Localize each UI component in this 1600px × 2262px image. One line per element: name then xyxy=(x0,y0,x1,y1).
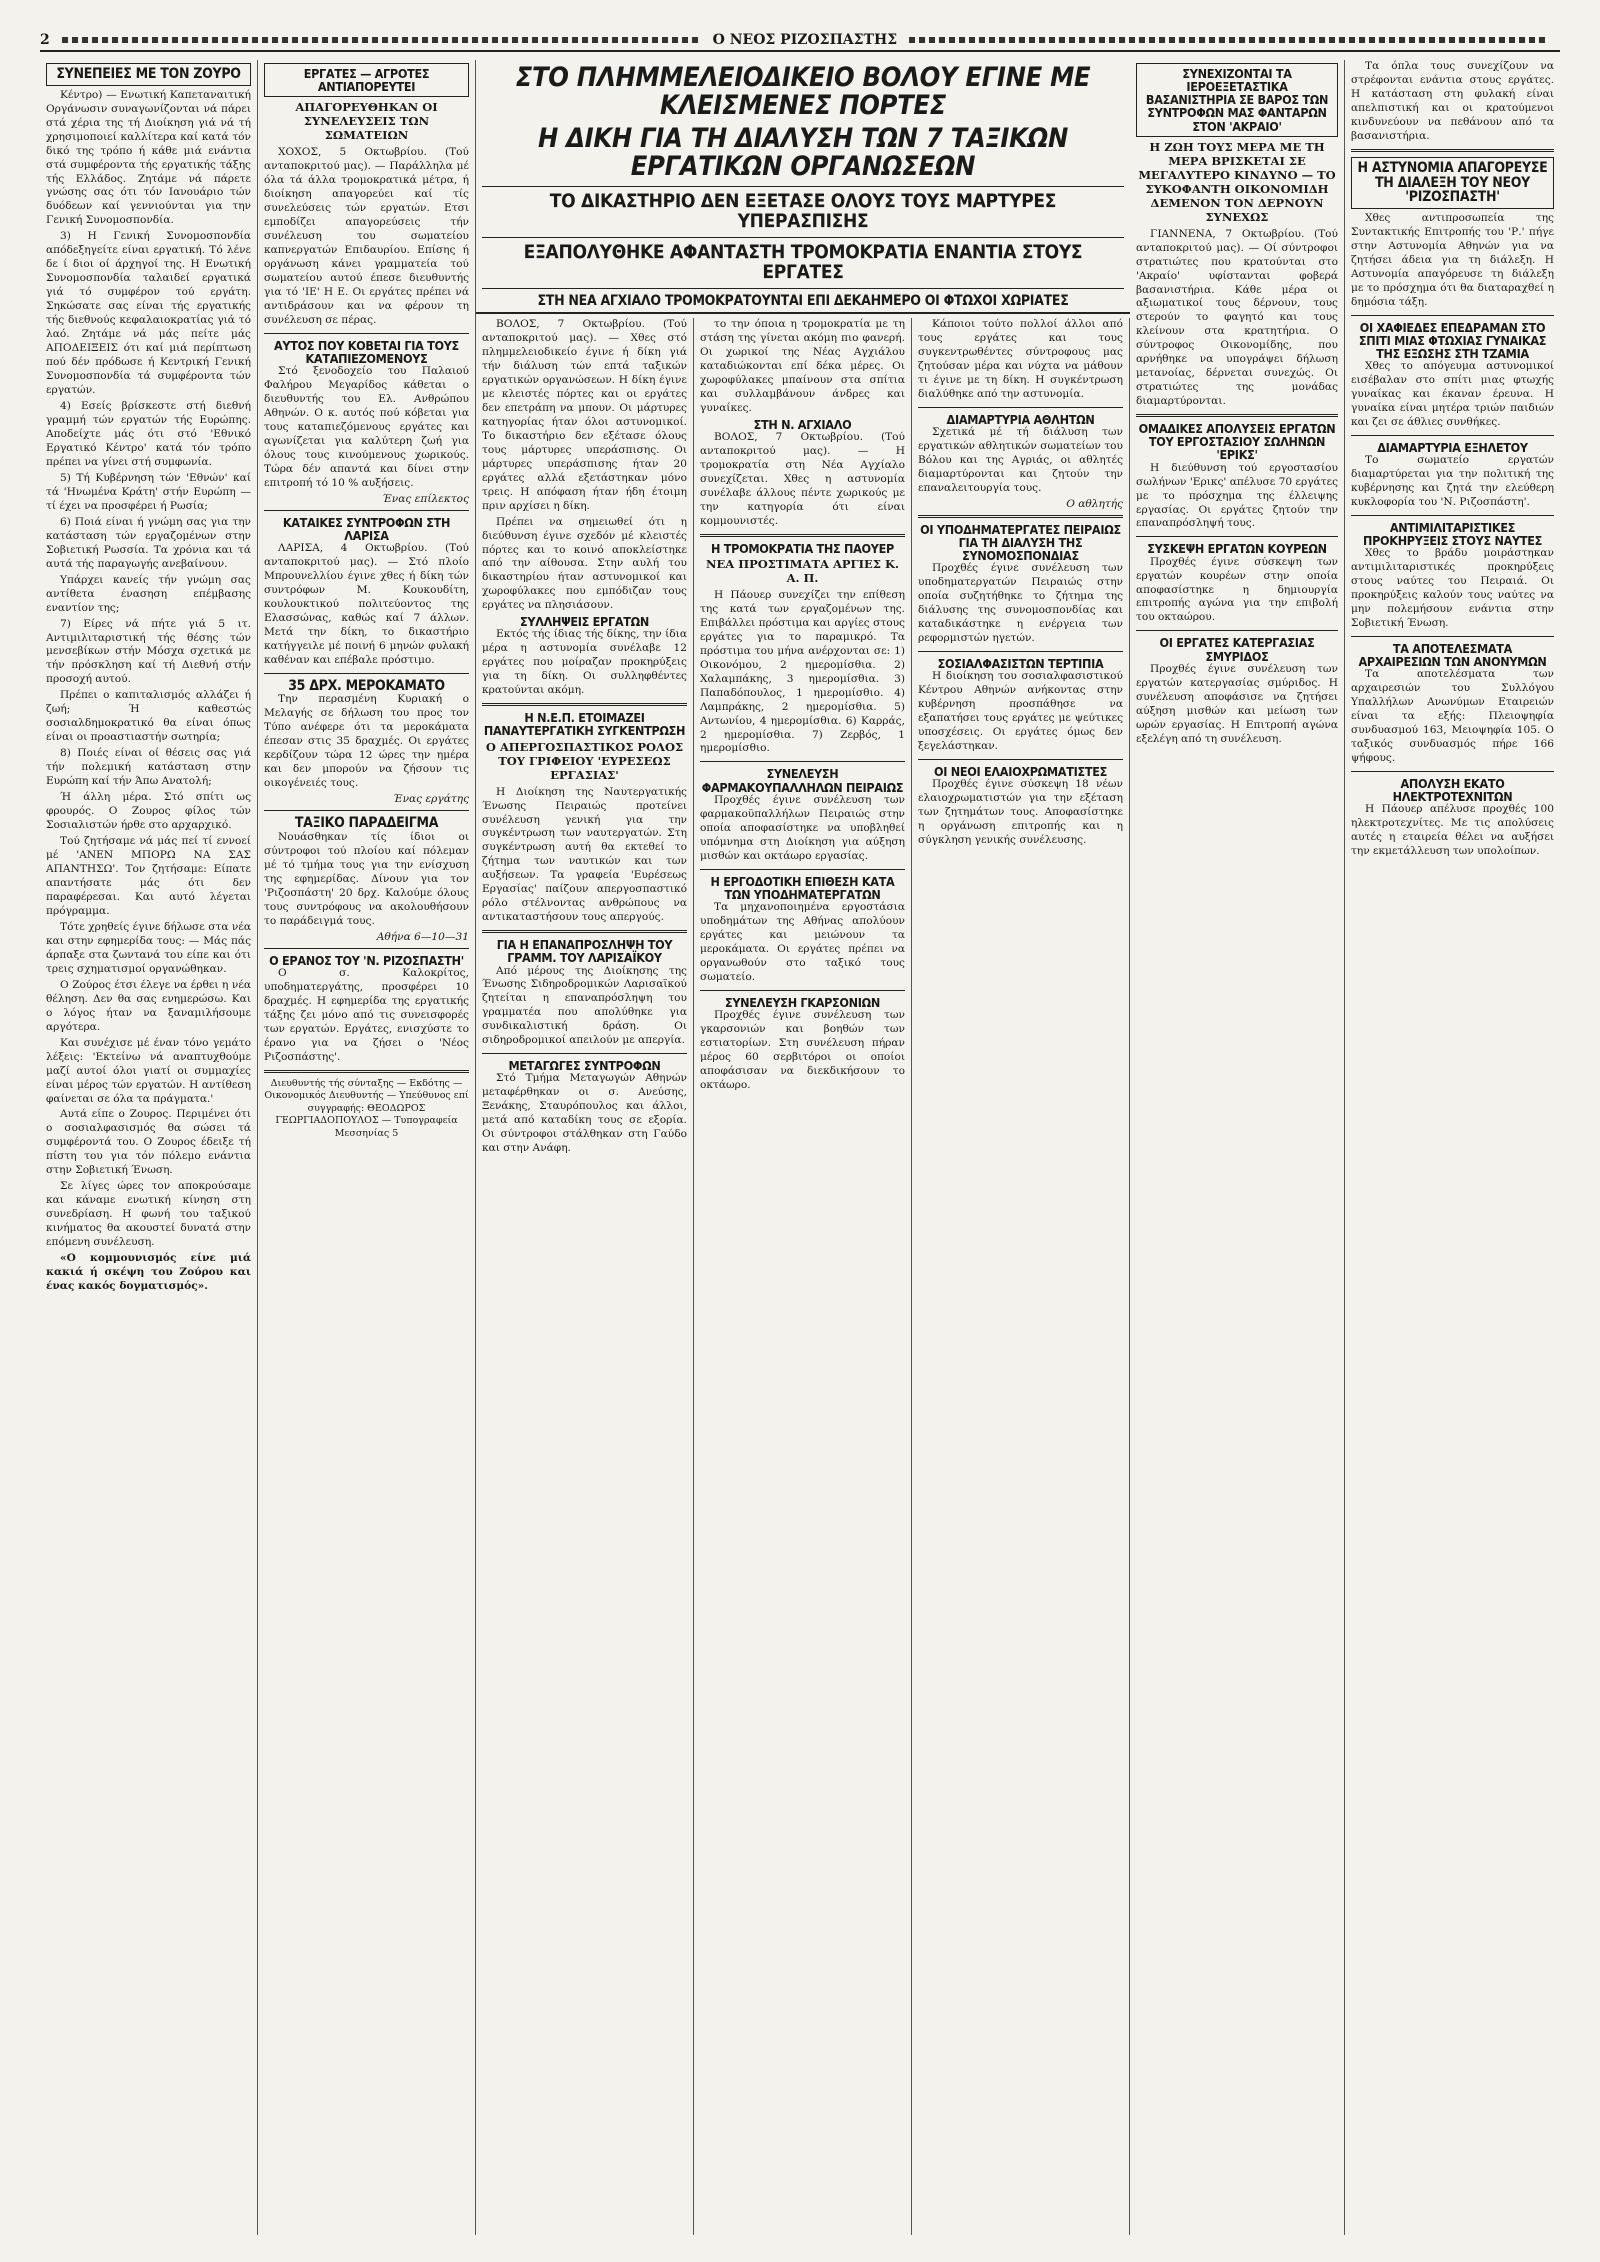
article-body xyxy=(46,89,251,1294)
paragraph: Τα όπλα τους συνεχίζουν να στρέφονται ενάντια στους εργάτες. Η κατάσταση στη φυλακή είναι απελπιστική και οι κρατούμενοι κινδυνεύουν να πεθάνουν από τα βασανιστήρια. xyxy=(1351,60,1554,142)
signature: Ένας εργάτης xyxy=(393,793,469,806)
divider xyxy=(700,869,905,870)
paragraph: Ο σ. Καλοκρίτος, υποδηματεργάτης, προσφέρει 10 δραχμές. Η εφημερίδα της εργατικής τάξης ζει μόνο από τις συνεισφορές των εργατών. Εργάτες, ενισχύστε το έρανο για να ζήσει ο 'Νέος Ριζοσπάστης'. xyxy=(264,966,469,1063)
divider xyxy=(1351,149,1554,152)
divider xyxy=(482,237,1124,238)
divider xyxy=(918,651,1123,652)
paragraph: Ο Ζούρος έτσι έλεγε να έρθει η νέα θέληση. Δεν θα σας ενημερώσω. Και ο λόγος ήταν να ξαναμιλήσουμε αργότερα. xyxy=(46,978,251,1033)
banner-line: ΤΟ ΔΙΚΑΣΤΗΡΙΟ ΔΕΝ ΕΞΕΤΑΣΕ ΟΛΟΥΣ ΤΟΥΣ ΜΑΡΤΥΡΕΣ ΥΠΕΡΑΣΠΙΣΗΣ xyxy=(549,190,1057,233)
article-title: ΔΙΑΜΑΡΤΥΡΙΑ ΑΘΛΗΤΩΝ xyxy=(946,411,1095,427)
article-title: 35 ΔΡΧ. ΜΕΡΟΚΑΜΑΤΟ xyxy=(288,677,445,694)
article-body xyxy=(264,146,469,328)
article-body xyxy=(1351,60,1554,144)
article-title: ΟΜΑΔΙΚΕΣ ΑΠΟΛΥΣΕΙΣ ΕΡΓΑΤΩΝ ΤΟΥ ΕΡΓΟΣΤΑΣΙΟΥ ΣΩΛΗΝΩΝ 'ΕΡΙΚΣ' xyxy=(1138,421,1336,463)
paragraph: Προχθές έγινε σύσκεψη 18 νέων ελαιοχρωματιστών για την εξέταση των ζητημάτων τους. Αποφασίστηκε η οργάνωση επιτροπής και η σύγκληση γενικής συνέλευσης. xyxy=(918,778,1123,846)
divider xyxy=(918,759,1123,760)
paragraph: 7) Είρες νά πήτε γιά 5 ιτ. Αντιμιλιταριστική τής θέσης τών μενσεβίκων στήν Μόσχα σχετικά με τήν πρόσκληση καί τή Διεθνή στήν προσοχή αυτού. xyxy=(46,617,251,686)
article-title: ΣΥΝΕΛΕΥΣΗ ΦΑΡΜΑΚΟΥΠΑΛΛΗΛΩΝ ΠΕΙΡΑΙΩΣ xyxy=(701,766,904,795)
article-subtitle: ΑΠΑΓΟΡΕΥΘΗΚΑΝ ΟΙ ΣΥΝΕΛΕΥΣΕΙΣ ΤΩΝ ΣΩΜΑΤΕΙΩΝ xyxy=(295,100,438,143)
article-body xyxy=(1351,454,1554,510)
article-body xyxy=(918,318,1123,402)
signature: Αθήνα 6—10—31 xyxy=(376,930,469,943)
article-body xyxy=(482,318,687,613)
article-body xyxy=(700,901,905,985)
banner-line: ΣΤΟ ΠΛΗΜΜΕΛΕΙΟΔΙΚΕΙΟ ΒΟΛΟΥ ΕΓΙΝΕ ΜΕ ΚΛΕΙΣΜΕΝΕΣ ΠΟΡΤΕΣ xyxy=(515,62,1091,122)
columns-grid xyxy=(40,60,1560,2235)
paragraph: Τότε χρηθείς έγινε δήλωσε στα νέα και στην εφημερίδα τους: — Μάς πάς άρπαξε στα ζωντανά του είπε και ότι τρεις σχηματισμοί οργανώθηκαν. xyxy=(46,920,251,975)
column-4 xyxy=(694,318,912,2235)
article-body xyxy=(1351,547,1554,631)
ornament-rule xyxy=(62,37,701,43)
article-body xyxy=(264,542,469,668)
article-title: Η ΤΡΟΜΟΚΡΑΤΙΑ ΤΗΣ ΠΑΟΥΕΡ xyxy=(711,540,894,556)
article-body xyxy=(700,431,905,529)
article-subtitle: Η ΖΩΗ ΤΟΥΣ ΜΕΡΑ ΜΕ ΤΗ ΜΕΡΑ ΒΡΙΣΚΕΤΑΙ ΣΕ ΜΕΓΑΛΥΤΕΡΟ ΚΙΝΔΥΝΟ — ΤΟ ΣΥΚΟΦΑΝΤΗ ΟΙΚΟΝΟΜΙΔΗ ΔΕΜΕΝΟΝ ΤΟΝ ΔΕΡΝΟΥΝ ΣΥΝΕΧΩΣ xyxy=(1138,139,1336,224)
divider xyxy=(482,703,687,706)
article-title: ΟΙ ΥΠΟΔΗΜΑΤΕΡΓΑΤΕΣ ΠΕΙΡΑΙΩΣ ΓΙΑ ΤΗ ΔΙΑΛΥΣΗ ΤΗΣ ΣΥΝΟΜΟΣΠΟΝΔΙΑΣ xyxy=(920,521,1121,564)
article-body xyxy=(918,670,1123,754)
paragraph: Προχθές έγινε συνέλευση των γκαρσονιών και βοηθών των εστιατορίων. Στη συνέλευση πήραν μέρος 60 σερβιτόροι οι οποίοι αποφάσισαν να διεκδικήσουν το οκτάωρο. xyxy=(700,1008,905,1091)
signature: Ο αθλητής xyxy=(1066,497,1123,510)
divider xyxy=(264,673,469,674)
paragraph: το την όποια η τρομοκρατία με τη στάση της γίνεται ακόμη πιο φανερή. Οι χωρικοί της Νέας Αγχιάλου καταδιώκονται επί δέκα μέρες. Οι χωροφύλακες μπαίνουν στα σπίτια και συλλαμβάνουν άνδρες και γυναίκες. xyxy=(700,318,905,414)
paragraph: Η Διοίκηση της Ναυτεργατικής Ένωσης Πειραιώς προτείνει συνέλευση γενική για την συγκέντρωση των ναυτεργατών. Στη συγκέντρωση αυτή θα εκτεθεί το ζήτημα των ναυτικών και των αυξήσεων. Τα γραφεία 'Ευρέσεως Εργασίας' παίζουν απεργοσπαστικό ρόλο στέλνοντας ανθρώπους να αντικαταστήσουν τους απεργούς. xyxy=(482,785,687,924)
paragraph: Κέντρο) — Ενωτική Καπεταναιτική Οργάνωσιν συναγωνίζονται νά πάρει στά χέρια της τή Διοίκηση γιά νά τή χρησιμοποιεί καλλίτερα καί κατά τόν δικό της τρόπο ή κάθε μιά ενάντια στά συμφέροντα τής εργατικής τάξης τής Ελλάδος. Ζητάμε νά πάρετε γνώσης σας ότι τόν Ιανουάριο τών δυόδεων καί γεννιούνται για την Γενική Συνομοσπονδία. xyxy=(46,88,251,227)
article-body xyxy=(264,693,469,791)
paragraph: Η διοίκηση του σοσιαλφασιστικού Κέντρου Αθηνών ανήκοντας στην κυβέρνηση προσπάθησε να εξαπατήσει τους εργάτες με ψεύτικες υποσχέσεις. Οι εργάτες όμως δεν ξεγελάστηκαν. xyxy=(918,670,1123,752)
article-body xyxy=(264,967,469,1065)
paragraph: Πρέπει ο καπιταλισμός αλλάζει ή ζωή; Ή καθεστώς σοσιαλδημοκρατικό θα είναι όπως είναι οι προαστιαστήν σωτηρία; xyxy=(46,689,251,744)
article-title: Η ΕΡΓΟΔΟΤΙΚΗ ΕΠΙΘΕΣΗ ΚΑΤΑ ΤΩΝ ΥΠΟΔΗΜΑΤΕΡΓΑΤΩΝ xyxy=(710,873,895,902)
article-subtitle: ΝΕΑ ΠΡΟΣΤΙΜΑΤΑ ΑΡΓΙΕΣ Κ. Α. Π. xyxy=(706,556,899,585)
paragraph: Εκτός τής ίδιας τής δίκης, την ίδια μέρα η αστυνομία συνέλαβε 12 εργάτες που μοίραζαν προκηρύξεις για τη δίκη. Οι συλληφθέντες κρατούνται ακόμη. xyxy=(482,628,687,697)
divider xyxy=(482,288,1124,289)
article-title: ΑΥΤΟΣ ΠΟΥ ΚΟΒΕΤΑΙ ΓΙΑ ΤΟΥΣ ΚΑΤΑΠΙΕΖΟΜΕΝΟΥΣ xyxy=(274,337,459,366)
divider xyxy=(1351,636,1554,637)
article-title: ΣΥΝΕΧΙΖΟΝΤΑΙ ΤΑ ΙΕΡΟΕΞΕΤΑΣΤΙΚΑ ΒΑΣΑΝΙΣΤΗΡΙΑ ΣΕ ΒΑΡΟΣ ΤΩΝ ΣΥΝΤΡΟΦΩΝ ΜΑΣ ΦΑΝΤΑΡΩΝ ΣΤΟΝ 'ΑΚΡΑΙΟ' xyxy=(1136,63,1338,137)
article-body xyxy=(918,778,1123,848)
paragraph: Σχετικά μέ τή διάλυση των εργατικών αθλητικών σωματείων του Βόλου και της Αγριάς, οι αθλητές διαμαρτύρονται και ζητούν την επαναλειτουργία τους. xyxy=(918,425,1123,494)
paragraph: Η Πάουερ συνεχίζει την επίθεση της κατά των εργαζομένων της. Επιβάλλει πρόστιμα και αργίες στους εργάτες για το παραμικρό. Τα πρόστιμα του μήνα ανέρχονται σε: 1) Οικονόμου, 2 ημερομίσθια. 2) Χαλαμπάκης, 3 ημερομίσθια. 3) Παπαδόπουλος, 1 ημερομίσθιο. 4) Λαμπράκης, 2 ημερομίσθια. 5) Αντωνίου, 4 ημερομίσθια. 6) Καρράς, 2 ημερομίσθια. 7) Ζερβός, 1 ημερομίσθιο. xyxy=(700,588,905,755)
divider xyxy=(482,930,687,933)
divider xyxy=(1136,414,1338,417)
paragraph: 8) Ποιές είναι οί θέσεις σας γιά τήν πολεμική κατάσταση στην Ευρώπη καί τήν Άπω Ανατολή; xyxy=(46,747,251,788)
article-title: ΣΥΝΕΛΕΥΣΗ ΓΚΑΡΣΟΝΙΩΝ xyxy=(724,994,881,1010)
article-body xyxy=(918,562,1123,646)
divider xyxy=(918,515,1123,518)
paragraph: Το σωματείο εργατών διαμαρτύρεται για την πολιτική της κυβέρνησης και ζητά την ελεύθερη κυκλοφορία του 'Ν. Ριζοσπάστη'. xyxy=(1351,454,1554,508)
article-body xyxy=(700,794,905,864)
paragraph: Την περασμένη Κυριακή ο Μελαγής σε δήλωση του προς τον Τύπο ανέφερε ότι τα μεροκάματα έπεσαν στις 35 δραχμές. Οι εργάτες κερδίζουν τώρα 12 ώρες την ημέρα και δεν μπορούν να ζήσουν τις οικογένειές τους. xyxy=(264,693,469,790)
article-title: ΑΝΤΙΜΙΛΙΤΑΡΙΣΤΙΚΕΣ ΠΡΟΚΗΡΥΞΕΙΣ ΣΤΟΥΣ ΝΑΥΤΕΣ xyxy=(1362,519,1543,548)
article-title: ΜΕΤΑΓΩΓΕΣ ΣΥΝΤΡΟΦΩΝ xyxy=(508,1058,661,1074)
article-body xyxy=(700,589,905,757)
article-title: ΟΙ ΧΑΦΙΕΔΕΣ ΕΠΕΔΡΑΜΑΝ ΣΤΟ ΣΠΙΤΙ ΜΙΑΣ ΦΤΩΧΙΑΣ ΓΥΝΑΙΚΑΣ ΤΗΣ ΕΞΩΣΗΣ ΣΤΗ ΤΖΑΜΙΑ xyxy=(1358,319,1547,361)
article-body xyxy=(918,426,1123,496)
divider xyxy=(482,186,1124,187)
paragraph: Στό Τμήμα Μεταγωγών Αθηνών μεταφέρθηκαν οι σ. Ανεύσης, Ξενάκης, Σταυρόπουλος και άλλοι, μετά από καταδίκη τους σε εξορία. Οι σύντροφοι στάλθηκαν στη Γαύδο και στην Ανάφη. xyxy=(482,1072,687,1155)
article-title: ΟΙ ΝΕΟΙ ΕΛΑΙΟΧΡΩΜΑΤΙΣΤΕΣ xyxy=(934,763,1107,779)
paragraph: Πρέπει να σημειωθεί ότι η διεύθυνση έγινε σχεδόν μέ κλειστές πόρτες και το κοινό αποκλείστηκε από την αίθουσα. Στην αυλή του δικαστηρίου ήταν αστυνομικοί και χωροφύλακες που εμπόδιζαν τους εργάτες να πλησιάσουν. xyxy=(482,515,687,612)
paragraph: Ή άλλη μέρα. Στό σπίτι ως φρουρός. Ο Ζουρος φίλος τών Σοσιαλιστών ήρθε στο αρχαρχικό. xyxy=(46,791,251,832)
paragraph: 4) Εσείς βρίσκεστε στή διεθνή γραμμή τών εργατών τής Ευρώπης. Αποδείχτε μάς ότι στό 'Εθνικό Εργατικό Κέντρο' κατά τόν τρόπο πρέπει να γίνει στή συμφωνία. xyxy=(46,400,251,468)
article-body xyxy=(1351,668,1554,766)
divider xyxy=(918,407,1123,408)
closing-quote: «Ο κομμουνισμός είνε μιά κακιά ή σκέψη του Ζούρου και ένας κακός δογματισμός». xyxy=(46,1252,251,1293)
paragraph: Τα αποτελέσματα των αρχαιρεσιών του Συλλόγου Υπαλλήλων Ανωνύμων Εταιρειών είναι τα εξής: Πλειοψηφία συνδυασμού 163, Μειοψηφία 105. Ο ταξικός συνδυασμός πήρε 166 ψήφους. xyxy=(1351,668,1554,764)
paragraph: 6) Ποιά είναι ή γνώμη σας για την κατάσταση τών εργαζομένων στην Σοβιετική Ρωσσία. Τα χρόνια και τά αυτά τής παραγωγής ανεβαίνουν. xyxy=(46,515,251,570)
paragraph: Χθες το απόγευμα αστυνομικοί εισέβαλαν στο σπίτι μιας φτωχής γυναίκας και έκαναν έρευνα. Η γυναίκα είναι μητέρα τριών παιδιών και ζει σε άθλιες συνθήκες. xyxy=(1351,360,1554,428)
article-subtitle: Ο ΑΠΕΡΓΟΣΠΑΣΤΙΚΟΣ ΡΟΛΟΣ ΤΟΥ ΓΡΙΦΕΙΟΥ 'ΕΥΡΕΣΕΩΣ ΕΡΓΑΣΙΑΣ' xyxy=(485,739,684,782)
paragraph: 5) Τή Κυβέρνηση τών 'Εθνών' καί τά 'Ηνωμένα Κράτη' στήν Ευρώπη — τί έχει να προσφέρει ή Ρωσία; xyxy=(46,471,251,512)
divider xyxy=(1136,536,1338,537)
paragraph: Τα μηχανοποιημένα εργοστάσια υποδημάτων της Αθήνας απολύουν εργάτες και μειώνουν τα μεροκάματα. Οι εργάτες πρέπει να οργανωθούν στο ταξικό τους σωματείο. xyxy=(700,900,905,983)
paragraph: ΒΟΛΟΣ, 7 Οκτωβρίου. (Τού ανταποκριτού μας). — Χθες στό πλημμελειοδικείο έγινε ή δίκη γιά τήν διάλυση τών επτά ταξικών εργατικών οργανώσεων. Η δίκη έγινε με κλειστές πόρτες και οι εργάτες δεν επετράπη να μπουν. Οι μάρτυρες κατηγορίας ήταν όλοι αστυνομικοί. Το δικαστήριο δεν εξέτασε όλους τους μάρτυρες υπεράσπισης. Οι μάρτυρες υπεράσπισης ήταν 20 εργάτες αλλά εξετάστηκαν μόνο τρεις. Η απόφαση ήταν ήδη έτοιμη πριν αρχίσει η δίκη. xyxy=(482,318,687,512)
article-title: ΟΙ ΕΡΓΑΤΕΣ ΚΑΤΕΡΓΑΣΙΑΣ ΣΜΥΡΙΔΟΣ xyxy=(1159,635,1315,664)
ornament-rule xyxy=(909,37,1548,43)
article-body xyxy=(1136,663,1338,747)
divider xyxy=(700,534,905,537)
paragraph: Νουάσθηκαν τίς ίδιοι οι σύντροφοι τού πλοίου καί πόλεμαν μέ τό τμήμα τους για την ενίσχυση της εφημερίδας. Δίνουν για τον 'Ριζοσπάστη' 20 δρχ. Καλούμε όλους τους συντρόφους να ακολουθήσουν το παράδειγμά τους. xyxy=(264,830,469,927)
article-title: ΤΑΞΙΚΟ ΠΑΡΑΔΕΙΓΜΑ xyxy=(294,815,439,832)
article-title: ΕΡΓΑΤΕΣ — ΑΓΡΟΤΕΣ ΑΝΤΙΑΠΟΡΕΥΤΕΙ xyxy=(264,63,469,97)
article-title: ΑΠΟΛΥΣΗ ΕΚΑΤΟ ΗΛΕΚΤΡΟΤΕΧΝΙΤΩΝ xyxy=(1392,775,1513,805)
article-body xyxy=(1351,803,1554,859)
divider xyxy=(482,1053,687,1054)
divider xyxy=(264,1070,469,1073)
article-body xyxy=(264,365,469,491)
paragraph: Η Πάουερ απέλυσε προχθές 100 ηλεκτροτεχνίτες. Με τις απολύσεις αυτές η εταιρεία θέλει να αυξήσει την εκμετάλλευση των υπολοίπων. xyxy=(1351,803,1554,858)
article-title: Ο ΕΡΑΝΟΣ ΤΟΥ 'Ν. ΡΙΖΟΣΠΑΣΤΗ' xyxy=(269,952,464,968)
article-title: ΣΥΣΚΕΨΗ ΕΡΓΑΤΩΝ ΚΟΥΡΕΩΝ xyxy=(1147,541,1327,557)
paragraph: ΓΙΑΝΝΕΝΑ, 7 Οκτωβρίου. (Τού ανταποκριτού μας). — Οί σύντροφοι στρατιώτες που κρατούνται στο 'Ακραίο' υφίστανται φοβερά βασανιστήρια. Κάθε μέρα οι αξιωματικοί τους δέρνουν, τους στερούν το φαγητό και τους κλείνουν στα κρατητήρια. Ο σύντροφος Οικονομίδης, που αρνήθηκε να υπογράψει δήλωση μετανοίας, δέρνεται συνεχώς. Οι στρατιώτες της μονάδας διαμαρτύρονται. xyxy=(1136,227,1338,408)
paragraph: 3) Η Γενική Συνομοσπονδία απόδεξηγείτε είναι εργατική. Τό λένε δε ί διοι οί άρχηγοί της. Η Ενωτική Συνομοσπονδία ταλαιδεί εργατικά γιά τό συμφέρον τού εργάτη. Σηκώσατε σας είναι τής εργατικής τής διεθνούς κεφαλαιοκρατίας γιά τό λαό. Ζητάμε νά μάς πείτε μάς ΑΠΟΔΕΙΞΕΙΣ ότι καί μιά περίπτωση πού δέν πρόδωσε ή Κεντρική Γενική Συνομοσπονδία τά συμφέροντα τών εργατών. xyxy=(46,230,251,397)
divider xyxy=(264,510,469,511)
divider xyxy=(1351,515,1554,516)
article-body xyxy=(482,965,687,1049)
article-title: ΣΤΗ Ν. ΑΓΧΙΑΛΟ xyxy=(753,416,852,432)
masthead xyxy=(40,30,1560,52)
paragraph: Προχθές έγινε συνέλευση των φαρμακοϋπαλλήλων Πειραιώς στην οποία αποφασίστηκε να υποβληθεί υπόμνημα στη Διοίκηση για αύξηση μισθών και οκτάωρο εργασίας. xyxy=(700,793,905,862)
article-body xyxy=(482,786,687,926)
column-7 xyxy=(1345,60,1560,2235)
article-title: Η Ν.Ε.Π. ΕΤΟΙΜΑΖΕΙ ΠΑΝΑΥΤΕΡΓΑΤΙΚΗ ΣΥΓΚΕΝΤΡΩΣΗ xyxy=(483,710,686,739)
column-6 xyxy=(1130,60,1345,2235)
article-title: ΣΥΛΛΗΨΕΙΣ ΕΡΓΑΤΩΝ xyxy=(519,614,649,630)
page-number: 2 xyxy=(40,32,50,48)
banner-line: Η ΔΙΚΗ ΓΙΑ ΤΗ ΔΙΑΛΥΣΗ ΤΩΝ 7 ΤΑΞΙΚΩΝ ΕΡΓΑΤΙΚΩΝ ΟΡΓΑΝΩΣΕΩΝ xyxy=(537,122,1069,183)
article-title: ΓΙΑ Η ΕΠΑΝΑΠΡΟΣΛΗΨΗ ΤΟΥ ΓΡΑΜΜ. ΤΟΥ ΛΑΡΙΣΑΪΚΟΥ xyxy=(496,937,673,966)
lead-banner xyxy=(476,60,1130,314)
paragraph: Στό ξενοδοχείο του Παλαιού Φαλήρου Μεγαρίδος κάθεται ο διευθυντής του Ελ. Ανθρώπου Αθηνών. Ο κ. αυτός πού κόβεται για τους καταπιεζόμενους εργάτες και αγωνίζεται για καλύτερη ζωή για όλους τους κινούμενους χωρικούς. Τώρα δέν απαντά και δίνει στην επιτροπή τό 10 % αυξήσεις. xyxy=(264,365,469,489)
article-body xyxy=(1136,462,1338,532)
article-body xyxy=(482,1072,687,1156)
paragraph: Υπάρχει κανείς τήν γνώμη σας αντίθετα ένασηση επέμβασης εναντίον της; xyxy=(46,573,251,614)
paragraph: Η διεύθυνση τού εργοστασίου σωλήνων 'Ερικς' απέλυσε 70 εργάτες με το πρόσχημα της έλλειψης εργασίας. Οι εργάτες ζητούν την επαναπρόσληψή τους. xyxy=(1136,461,1338,530)
article-title: ΣΥΝΕΠΕΙΕΣ ΜΕ ΤΟΝ ΖΟΥΡΟ xyxy=(46,63,251,86)
paragraph: Προχθές έγινε συνέλευση των εργατών κατεργασίας σμύριδος. Η συνέλευση αποφάσισε να ζητήσει αύξηση μισθών και μείωση των ωρών εργασίας. Η Επιτροπή αγώνα εξελέγη από τη συνέλευση. xyxy=(1136,662,1338,745)
divider xyxy=(1136,630,1338,631)
divider xyxy=(1351,435,1554,436)
article-body xyxy=(264,831,469,929)
article-title: ΣΟΣΙΑΛΦΑΣΙΣΤΩΝ ΤΕΡΤΙΠΙΑ xyxy=(937,655,1104,671)
paragraph: Τού ζητήσαμε νά μάς πεί τί εννοεί μέ 'ΑΝΕΝ ΜΠΟΡΩ ΝΑ ΣΑΣ ΑΠΑΝΤΗΣΩ'. Τον ζητήσαμε: Είπατε απαντήσατε μάς ότι δεν παραφέρεσαι. Και αυτό λέγεται πρόγραμμα. xyxy=(46,835,251,917)
banner-line: ΕΞΑΠΟΛΥΘΗΚΕ ΑΦΑΝΤΑΣΤΗ ΤΡΟΜΟΚΡΑΤΙΑ ΕΝΑΝΤΙΑ ΣΤΟΥΣ ΕΡΓΑΤΕΣ xyxy=(523,241,1083,284)
article-title: Η ΑΣΤΥΝΟΜΙΑ ΑΠΑΓΟΡΕΥΣΕ ΤΗ ΔΙΑΛΕΞΗ ΤΟΥ ΝΕΟΥ 'ΡΙΖΟΣΠΑΣΤΗ' xyxy=(1351,157,1554,209)
divider xyxy=(700,761,905,762)
article-title: ΤΑ ΑΠΟΤΕΛΕΣΜΑΤΑ ΑΡΧΑΙΡΕΣΙΩΝ ΤΩΝ ΑΝΟΝΥΜΩΝ xyxy=(1358,640,1547,670)
article-body xyxy=(1351,360,1554,430)
article-body xyxy=(482,628,687,698)
signature: Ένας επίλεκτος xyxy=(382,492,469,505)
column-1 xyxy=(40,60,258,2235)
article-body xyxy=(1136,556,1338,626)
paragraph: Προχθές έγινε συνέλευση των υποδηματεργατών Πειραιώς στην οποία συζητήθηκε το ζήτημα της διάλυσης της συνομοσπονδίας και καταδικάστηκε η ενέργεια των ρεφορμιστών ηγετών. xyxy=(918,562,1123,644)
paragraph: ΛΑΡΙΣΑ, 4 Οκτωβρίου. (Τού ανταποκριτού μας). — Στό πλοίο Μπρουνελλίου έγινε χθες ή δίκη τών συντρόφων Μ. Κουκουδίτη, κουλουκτικού πολιτεύοντος της Ελασσώνας, καθώς καί 7 άλλων. Μετά την δίκη, το δικαστήριο κατήγγειλε μέ ποινή 6 μηνών φυλακή καθέναν και επέβαλε πρόστιμο. xyxy=(264,542,469,666)
divider xyxy=(1351,771,1554,772)
column-3 xyxy=(476,318,694,2235)
paragraph: Χθες αντιπροσωπεία της Συντακτικής Επιτροπής του 'Ρ.' πήγε στην Αστυνομία Αθηνών για να ζητήσει άδεια για τη διάλεξη. Η Αστυνομία απαγόρευσε τη διάλεξη με το πρόσχημα ότι θα διαταραχθεί η δημόσια τάξη. xyxy=(1351,211,1554,308)
divider xyxy=(264,948,469,949)
article-title: ΚΑΤΑΙΚΕΣ ΣΥΝΤΡΟΦΩΝ ΣΤΗ ΛΑΡΙΣΑ xyxy=(282,514,451,543)
newspaper-page xyxy=(40,30,1560,2235)
banner-line: ΣΤΗ ΝΕΑ ΑΓΧΙΑΛΟ ΤΡΟΜΟΚΡΑΤΟΥΝΤΑΙ ΕΠΙ ΔΕΚΑΗΜΕΡΟ ΟΙ ΦΤΩΧΟΙ ΧΩΡΙΑΤΕΣ xyxy=(537,293,1069,310)
paragraph: Αυτά είπε ο Ζουρος. Περιμένει ότι ο σοσιαλφασισμός θα σώσει τά συμφέροντά του. Ο Ζουρος έδειξε τή πίστη του για τόν πόλεμο ενάντια στην Σοβιετική Ένωση. xyxy=(46,1108,251,1177)
divider xyxy=(1351,315,1554,316)
paragraph: Σε λίγες ώρες τον αποκρούσαμε και κάναμε ενωτική κίνηση στη συνεδρίαση. Η φωνή του ταξικού κινήματος θα ακουστεί δυνατά στην επόμενη συνέλευση. xyxy=(46,1180,251,1249)
paragraph: Προχθές έγινε σύσκεψη των εργατών κουρέων στην οποία αποφασίστηκε η δημιουργία επιτροπής αγώνα για την επιβολή του οκταώρου. xyxy=(1136,555,1338,624)
article-body xyxy=(1351,212,1554,310)
divider xyxy=(264,810,469,811)
column-5 xyxy=(912,318,1130,2235)
paragraph: Χθες το βράδυ μοιράστηκαν αντιμιλιταριστικές προκηρύξεις στους ναύτες του Πειραιά. Οι προκηρύξεις καλούν τους ναύτες να μην πολεμήσουν ενάντια στην Σοβιετική Ένωση. xyxy=(1351,547,1554,629)
paragraph: Κάποιοι τούτο πολλοί άλλοι από τους εργάτες και τους συγκεντρωθέντες σύντροφους μας ζητούσαν μέρα και νύχτα να μάθουν τι έγινε με τη δίκη. Η συγκέντρωση διαλύθηκε από την αστυνομία. xyxy=(918,318,1123,400)
article-body xyxy=(700,1009,905,1093)
paragraph: ΒΟΛΟΣ, 7 Οκτωβρίου. (Τού ανταποκριτού μας). — Η τρομοκρατία στη Νέα Αγχίαλο συνεχίζεται. Χθες η αστυνομία συνέλαβε άλλους πέντε χωρικούς με την κατηγορία ότι είναι κομμουνιστές. xyxy=(700,430,905,527)
paragraph: ΧΟΧΟΣ, 5 Οκτωβρίου. (Τού ανταποκριτού μας). — Παράλληλα μέ όλα τά άλλα τρομοκρατικά μέτρα, ή διοίκηση απαγορεύει καί τίς συνελεύσεις τών εργατών. Ετσι εμποδίζει απαγορεύσεις τήν συνέλευση του σωματείου καπνεργατών Επιδαυρίου. Επίσης ή οργάνωση κάνει γραμματεία τού σωματείου αυτού έπεσε διευθυντής για τό 'ΙΕ' Η Ε. Οι εργάτες πρέπει νά αντιδράσουν και να φέρουν τη συνέλευση σε πέρας. xyxy=(264,146,469,326)
imprint: Διευθυντής τής σύνταξης — Εκδότης — Οικονομικός Διευθυντής — Υπεύθυνος επί συγγραφής: ΘΕΟΔΩΡΟΣ ΓΕΩΡΓΙΑΔΟΠΟΥΛΟΣ — Τυπογραφεία Μεσσηνίας 5 xyxy=(264,1077,469,1139)
article-body xyxy=(700,318,905,416)
paragraph: Και συνέχισε μέ έναν τόνο γεμάτο λέξεις: 'Εκτείνω νά αναπτυχθούμε μαζί αυτοί όλοι γιατί οι συμμαχίες είναι μέρος τών εργατών. Η αντίθεση φαίνεται σε όλα τα πράγματα.' xyxy=(46,1036,251,1105)
article-body xyxy=(1136,228,1338,410)
paper-name: Ο ΝΕΟΣ ΡΙΖΟΣΠΑΣΤΗΣ xyxy=(712,32,898,48)
paragraph: Από μέρους της Διοίκησης της Ένωσης Σιδηροδρομικών Λαρισαϊκού ζητείται η επαναπρόσληψη του γραμματέα που απολύθηκε για συνδικαλιστική δράση. Οι σιδηροδρομικοί απειλούν με απεργία. xyxy=(482,964,687,1047)
article-title: ΔΙΑΜΑΡΤΥΡΙΑ ΕΞΗΛΕΤΟΥ xyxy=(1377,439,1528,455)
divider xyxy=(264,333,469,334)
column-2 xyxy=(258,60,476,2235)
divider xyxy=(700,990,905,991)
